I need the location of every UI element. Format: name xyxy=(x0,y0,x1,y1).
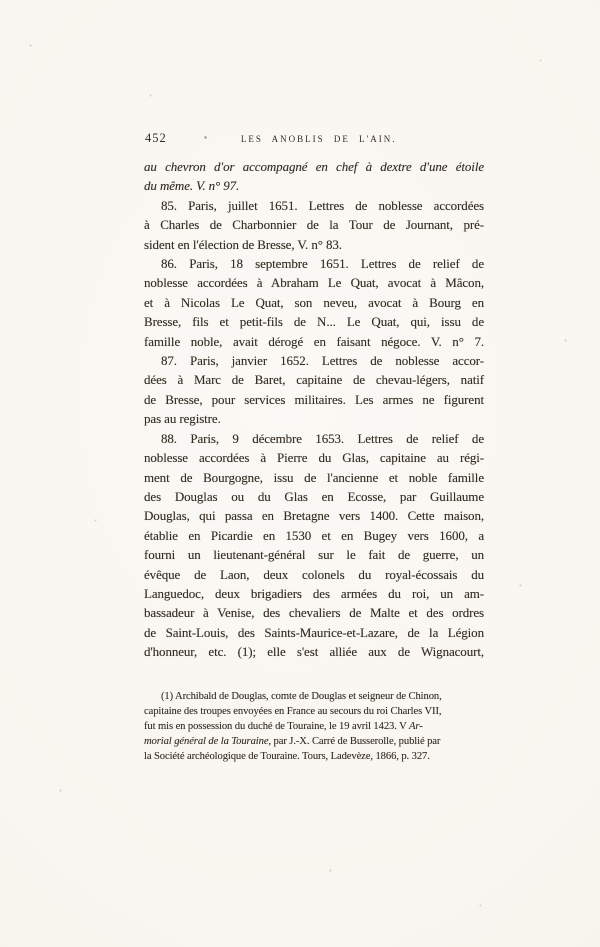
text-line: Douglas, qui passa en Bretagne vers 1400. Cette maison, xyxy=(144,508,484,524)
text-line: à Charles de Charbonnier de la Tour de Journant, pré- xyxy=(144,217,484,233)
text-line: noblesse accordées à Pierre du Glas, capitaine au régi- xyxy=(144,450,484,466)
text-line: 87. Paris, janvier 1652. Lettres de noblesse accor- xyxy=(161,353,484,369)
paragraph-85 xyxy=(144,196,484,254)
text-line: noblesse accordées à Abraham Le Quat, avocat à Mâcon, xyxy=(144,275,484,291)
text-line: 86. Paris, 18 septembre 1651. Lettres de relief de xyxy=(161,256,484,272)
text-line: évêque de Laon, deux colonels du royal-écossais du xyxy=(144,566,484,582)
text-line: fourni un lieutenant-général sur le fait de guerre, un xyxy=(144,547,484,563)
footnote-text: fut mis en possession du duché de Touraine, le 19 avril 1423. V xyxy=(144,721,410,733)
text-line: 85. Paris, juillet 1651. Lettres de noblesse accordées xyxy=(161,197,484,213)
page-number: 452 xyxy=(145,131,167,145)
footnote-line xyxy=(144,719,484,734)
footnote-line: (1) Archibald de Douglas, comte de Douglas et seigneur de Chinon, xyxy=(161,691,442,702)
intro-continuation xyxy=(144,157,484,196)
paragraph-88 xyxy=(144,429,484,662)
text-line: 88. Paris, 9 décembre 1653. Lettres de relief de xyxy=(161,430,484,446)
text-line: Languedoc, deux brigadiers des armées du roi, un am- xyxy=(144,585,484,601)
text-line: famille noble, avait dérogé en faisant négoce. V. n° 7. xyxy=(144,333,484,349)
text-line: de Saint-Louis, des Saints-Maurice-et-Lazare, de la Légion xyxy=(144,624,484,640)
footnote-line: la Société archéologique de Touraine. Tours, Ladevèze, 1866, p. 327. xyxy=(144,751,430,763)
text-line: sident en l'élection de Bresse, V. n° 83. xyxy=(144,236,342,252)
paragraph-87 xyxy=(144,351,484,429)
paragraph-86 xyxy=(144,254,484,351)
text-line: des Douglas ou du Glas en Ecosse, par Guillaume xyxy=(144,488,484,504)
footnote-book-title-part: Ar- xyxy=(409,721,423,733)
text-line: dées à Marc de Baret, capitaine de chevau-légers, natif xyxy=(144,372,484,388)
footnote xyxy=(144,689,484,764)
text-line: Bresse, fils et petit-fils de N... Le Quat, qui, issu de xyxy=(144,314,484,330)
footnote-text: , par J.-X. Carré de Busserolle, publié par xyxy=(268,736,441,748)
main-text-block xyxy=(144,157,484,662)
text-line: pas au registre. xyxy=(144,411,221,427)
text-line: du même. V. n° 97. xyxy=(144,178,240,194)
text-line: d'honneur, etc. (1); elle s'est alliée aux de Wignacourt, xyxy=(144,644,484,660)
text-line: au chevron d'or accompagné en chef à dextre d'une étoile xyxy=(144,159,484,174)
text-line: établie en Picardie en 1530 et en Bugey vers 1600, a xyxy=(144,527,484,543)
page-header xyxy=(144,131,484,147)
text-line: de Bresse, pour services militaires. Les armes ne figurent xyxy=(144,391,484,407)
running-title: LES ANOBLIS DE L'AIN. xyxy=(240,133,397,144)
text-line: bassadeur à Venise, des chevaliers de Malte et des ordres xyxy=(144,605,484,621)
text-line: ment de Bourgogne, issu de l'ancienne et noble famille xyxy=(144,469,484,485)
text-line: et à Nicolas Le Quat, son neveu, avocat à Bourg en xyxy=(144,294,484,310)
footnote-line xyxy=(144,734,484,749)
scan-noise-speckles xyxy=(0,0,1,1)
footnote-line: capitaine des troupes envoyées en France au secours du roi Charles VII, xyxy=(144,706,442,718)
footnote-book-title-part: morial général de la Touraine xyxy=(144,736,269,748)
